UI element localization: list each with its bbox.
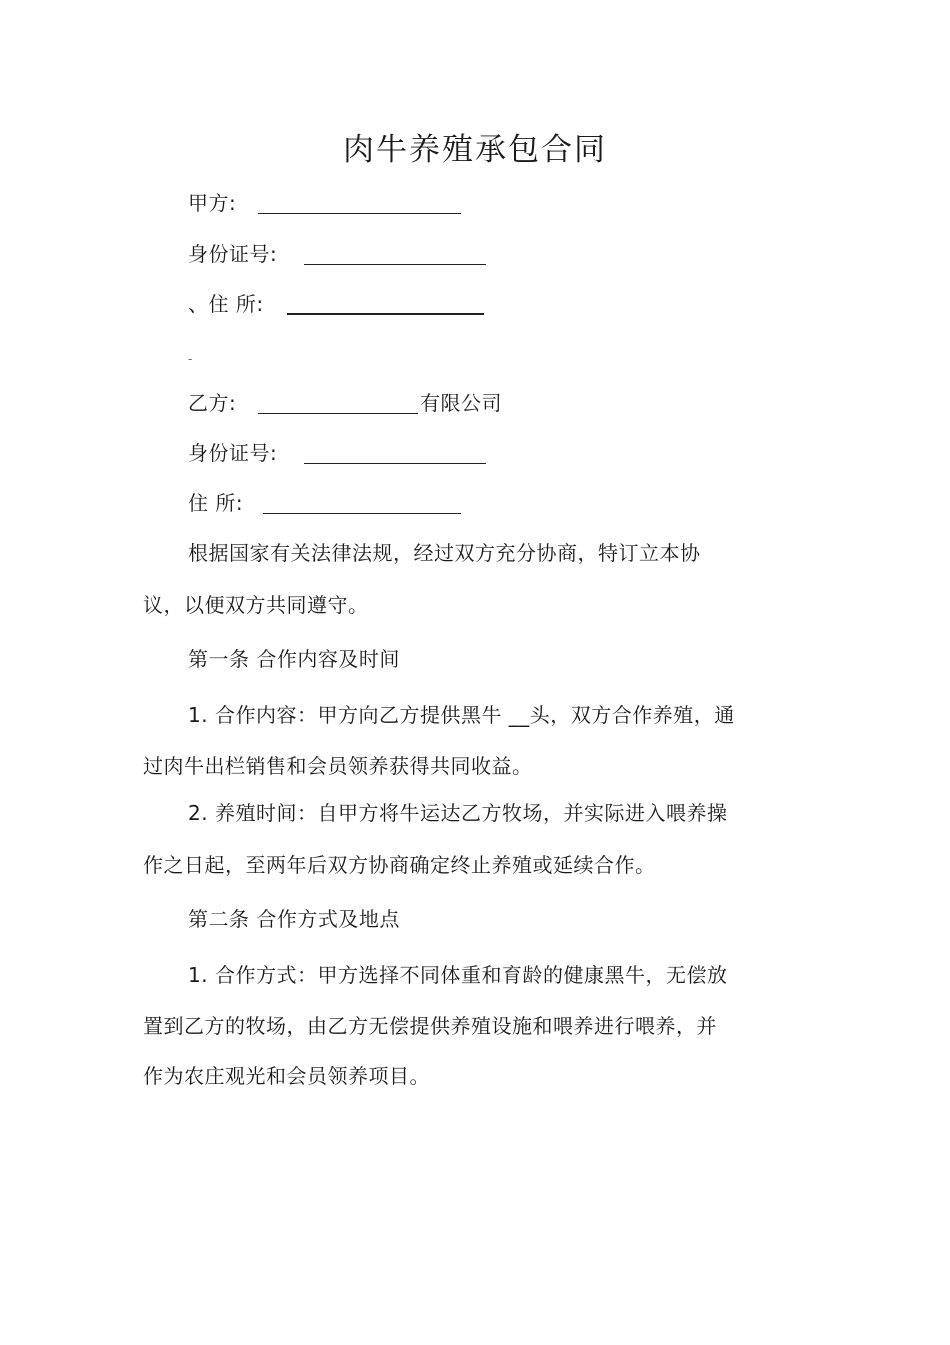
article-1-item-2-line-1: 2. 养殖时间：自甲方将牛运达乙方牧场，并实际进入喂养操 <box>188 801 728 825</box>
party-a-address-label: 、住 所: <box>188 292 264 316</box>
contract-title: 肉牛养殖承包合同 <box>343 132 607 168</box>
preamble-line-2: 议，以便双方共同遵守。 <box>143 593 369 617</box>
article-2-heading: 第二条 合作方式及地点 <box>188 907 400 931</box>
article-2-item-1-line-3: 作为农庄观光和会员领养项目。 <box>143 1064 430 1088</box>
party-a-name-blank <box>258 213 461 214</box>
party-a-address-blank <box>287 313 484 315</box>
article-1-item-1-line-1: 1. 合作内容：甲方向乙方提供黑牛 __头，双方合作养殖，通 <box>188 703 735 727</box>
separator-mark: - <box>188 352 193 366</box>
party-a-label: 甲方: <box>188 191 237 215</box>
party-b-company-suffix: 有限公司 <box>420 391 502 415</box>
article-2-item-1-line-1: 1. 合作方式：甲方选择不同体重和育龄的健康黑牛，无偿放 <box>188 963 728 987</box>
party-a-id-label: 身份证号: <box>188 242 278 266</box>
party-b-company-blank <box>258 413 418 414</box>
party-a-id-blank <box>304 264 486 265</box>
article-1-item-2-line-2: 作之日起，至两年后双方协商确定终止养殖或延续合作。 <box>143 853 656 877</box>
article-1-heading: 第一条 合作内容及时间 <box>188 647 400 671</box>
party-b-address-label: 住 所: <box>188 491 244 515</box>
party-b-id-label: 身份证号: <box>188 441 278 465</box>
party-b-address-blank <box>263 513 461 514</box>
party-b-id-blank <box>304 463 486 464</box>
preamble-line-1: 根据国家有关法律法规，经过双方充分协商，特订立本协 <box>188 541 701 565</box>
article-2-item-1-line-2: 置到乙方的牧场，由乙方无偿提供养殖设施和喂养进行喂养，并 <box>143 1014 717 1038</box>
article-1-item-1-line-2: 过肉牛出栏销售和会员领养获得共同收益。 <box>143 754 533 778</box>
party-b-label: 乙方: <box>188 391 237 415</box>
